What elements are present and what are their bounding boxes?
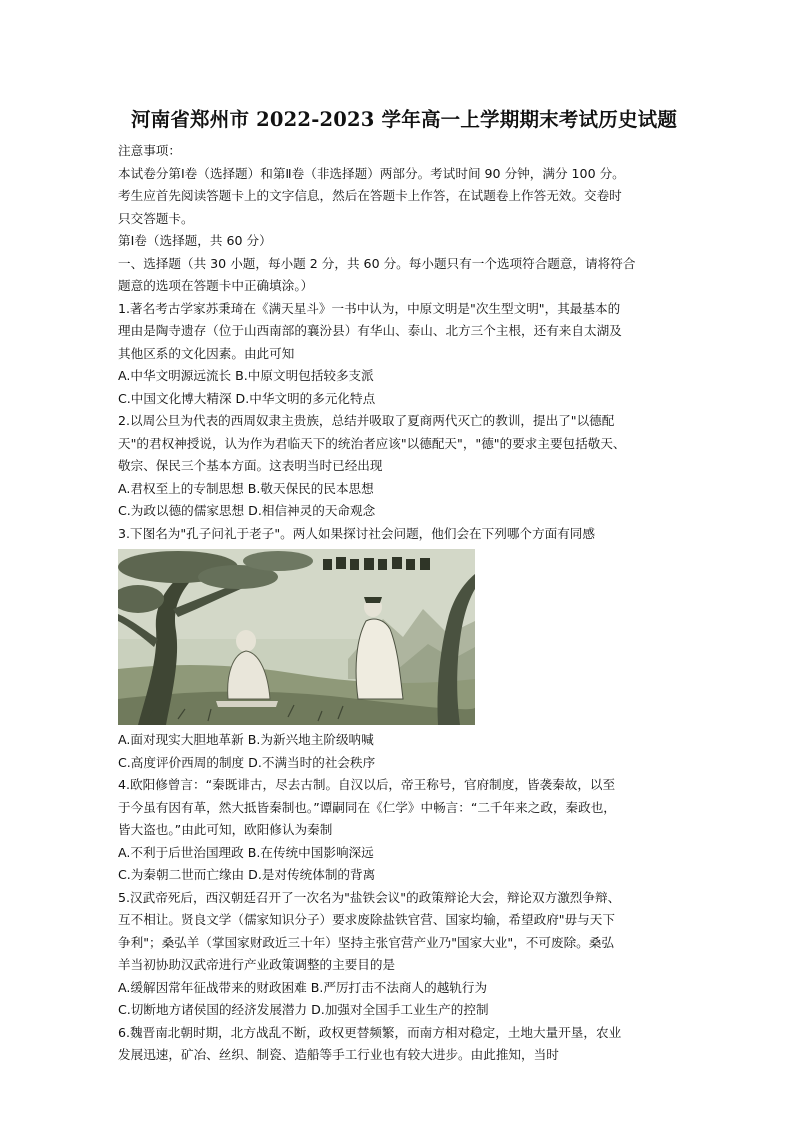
question-2-stem: 敬宗、保民三个基本方面。这表明当时已经出现 xyxy=(118,458,383,473)
question-5-options: A.缓解因常年征战带来的财政困难 B.严厉打击不法商人的越轨行为 xyxy=(118,979,488,995)
question-6-stem: 发展迅速，矿冶、丝织、制瓷、造船等手工行业也有较大进步。由此推知，当时 xyxy=(118,1047,559,1062)
question-1-options: C.中国文化博大精深 D.中华文明的多元化特点 xyxy=(118,390,376,406)
question-4-stem: 于今虽有因有革，然大抵皆秦制也。”谭嗣同在《仁学》中畅言：“二千年来之政，秦政也， xyxy=(118,799,616,815)
question-4-options: A.不利于后世治国理政 B.在传统中国影响深远 xyxy=(118,844,374,860)
question-5-options: C.切断地方诸侯国的经济发展潜力 D.加强对全国手工业生产的控制 xyxy=(118,1002,489,1017)
question-2-options: C.为政以德的儒家思想 D.相信神灵的天命观念 xyxy=(118,503,376,518)
question-3-options: A.面对现实大胆地革新 B.为新兴地主阶级呐喊 xyxy=(118,732,374,747)
question-2-options: A.君权至上的专制思想 B.敬天保民的民本思想 xyxy=(118,480,374,496)
question-2-stem: 天"的君权神授说，认为作为君临天下的统治者应该"以德配天"，"德"的要求主要包括敬天、 xyxy=(118,435,626,451)
part1-instructions: 题意的选项在答题卡中正确填涂。） xyxy=(118,278,314,293)
question-3-stem: 3.下图名为"孔子问礼于老子"。两人如果探讨社会问题，他们会在下列哪个方面有同感 xyxy=(118,525,595,541)
notice-line: 本试卷分第Ⅰ卷（选择题）和第Ⅱ卷（非选择题）两部分。考试时间 90 分钟，满分 100 分。 xyxy=(118,165,625,181)
ink-painting-image xyxy=(118,549,475,725)
exam-page xyxy=(118,104,690,1067)
question-1-stem: 其他区系的文化因素。由此可知 xyxy=(118,345,295,361)
question-5-stem: 5.汉武帝死后，西汉朝廷召开了一次名为"盐铁会议"的政策辩论大会，辩论双方激烈争辩、 xyxy=(118,889,621,905)
question-5-stem: 争利"；桑弘羊（掌国家财政近三十年）坚持主张官营产业乃"国家大业"，不可废除。桑弘 xyxy=(118,934,614,950)
notice-line: 考生应首先阅读答题卡上的文字信息，然后在答题卡上作答，在试题卷上作答无效。交卷时 xyxy=(118,188,622,203)
question-5-stem: 互不相让。贤良文学（儒家知识分子）要求废除盐铁官营、国家均输，希望政府"毋与天下 xyxy=(118,912,615,927)
question-5-stem: 羊当初协助汉武帝进行产业政策调整的主要目的是 xyxy=(118,957,396,972)
part1-instructions: 一、选择题（共 30 小题，每小题 2 分，共 60 分。每小题只有一个选项符合题意，请将符合 xyxy=(118,255,636,271)
notice-heading: 注意事项： xyxy=(118,143,181,158)
part1-heading: 第Ⅰ卷（选择题，共 60 分） xyxy=(118,233,272,248)
question-1-stem: 理由是陶寺遗存（位于山西南部的襄汾县）有华山、泰山、北方三个主根，还有来自太湖及 xyxy=(118,323,622,338)
question-4-options: C.为秦朝二世而亡缘由 D.是对传统体制的背离 xyxy=(118,867,376,882)
question-2-stem: 2.以周公旦为代表的西周奴隶主贵族，总结并吸取了夏商两代灭亡的教训，提出了"以德配 xyxy=(118,413,615,428)
notice-line: 只交答题卡。 xyxy=(118,210,194,226)
question-4-stem: 4.欧阳修曾言：“秦既诽古，尽去古制。自汉以后，帝王称号，官府制度，皆袭秦故，以至 xyxy=(118,777,616,792)
question-6-stem: 6.魏晋南北朝时期，北方战乱不断，政权更替频繁，而南方相对稳定，土地大量开垦，农业 xyxy=(118,1024,622,1040)
confucius-laozi-illustration xyxy=(118,549,475,725)
question-1-options: A.中华文明源远流长 B.中原文明包括较多支派 xyxy=(118,368,374,383)
exam-title: 河南省郑州市 2022-2023 学年高一上学期期末考试历史试题 xyxy=(130,108,678,131)
question-3-options: C.高度评价西周的制度 D.不满当时的社会秩序 xyxy=(118,754,376,770)
question-4-stem: 皆大盗也。”由此可知，欧阳修认为秦制 xyxy=(118,822,333,837)
question-1-stem: 1.著名考古学家苏秉琦在《满天星斗》一书中认为，中原文明是"次生型文明"，其最基本的 xyxy=(118,300,621,316)
